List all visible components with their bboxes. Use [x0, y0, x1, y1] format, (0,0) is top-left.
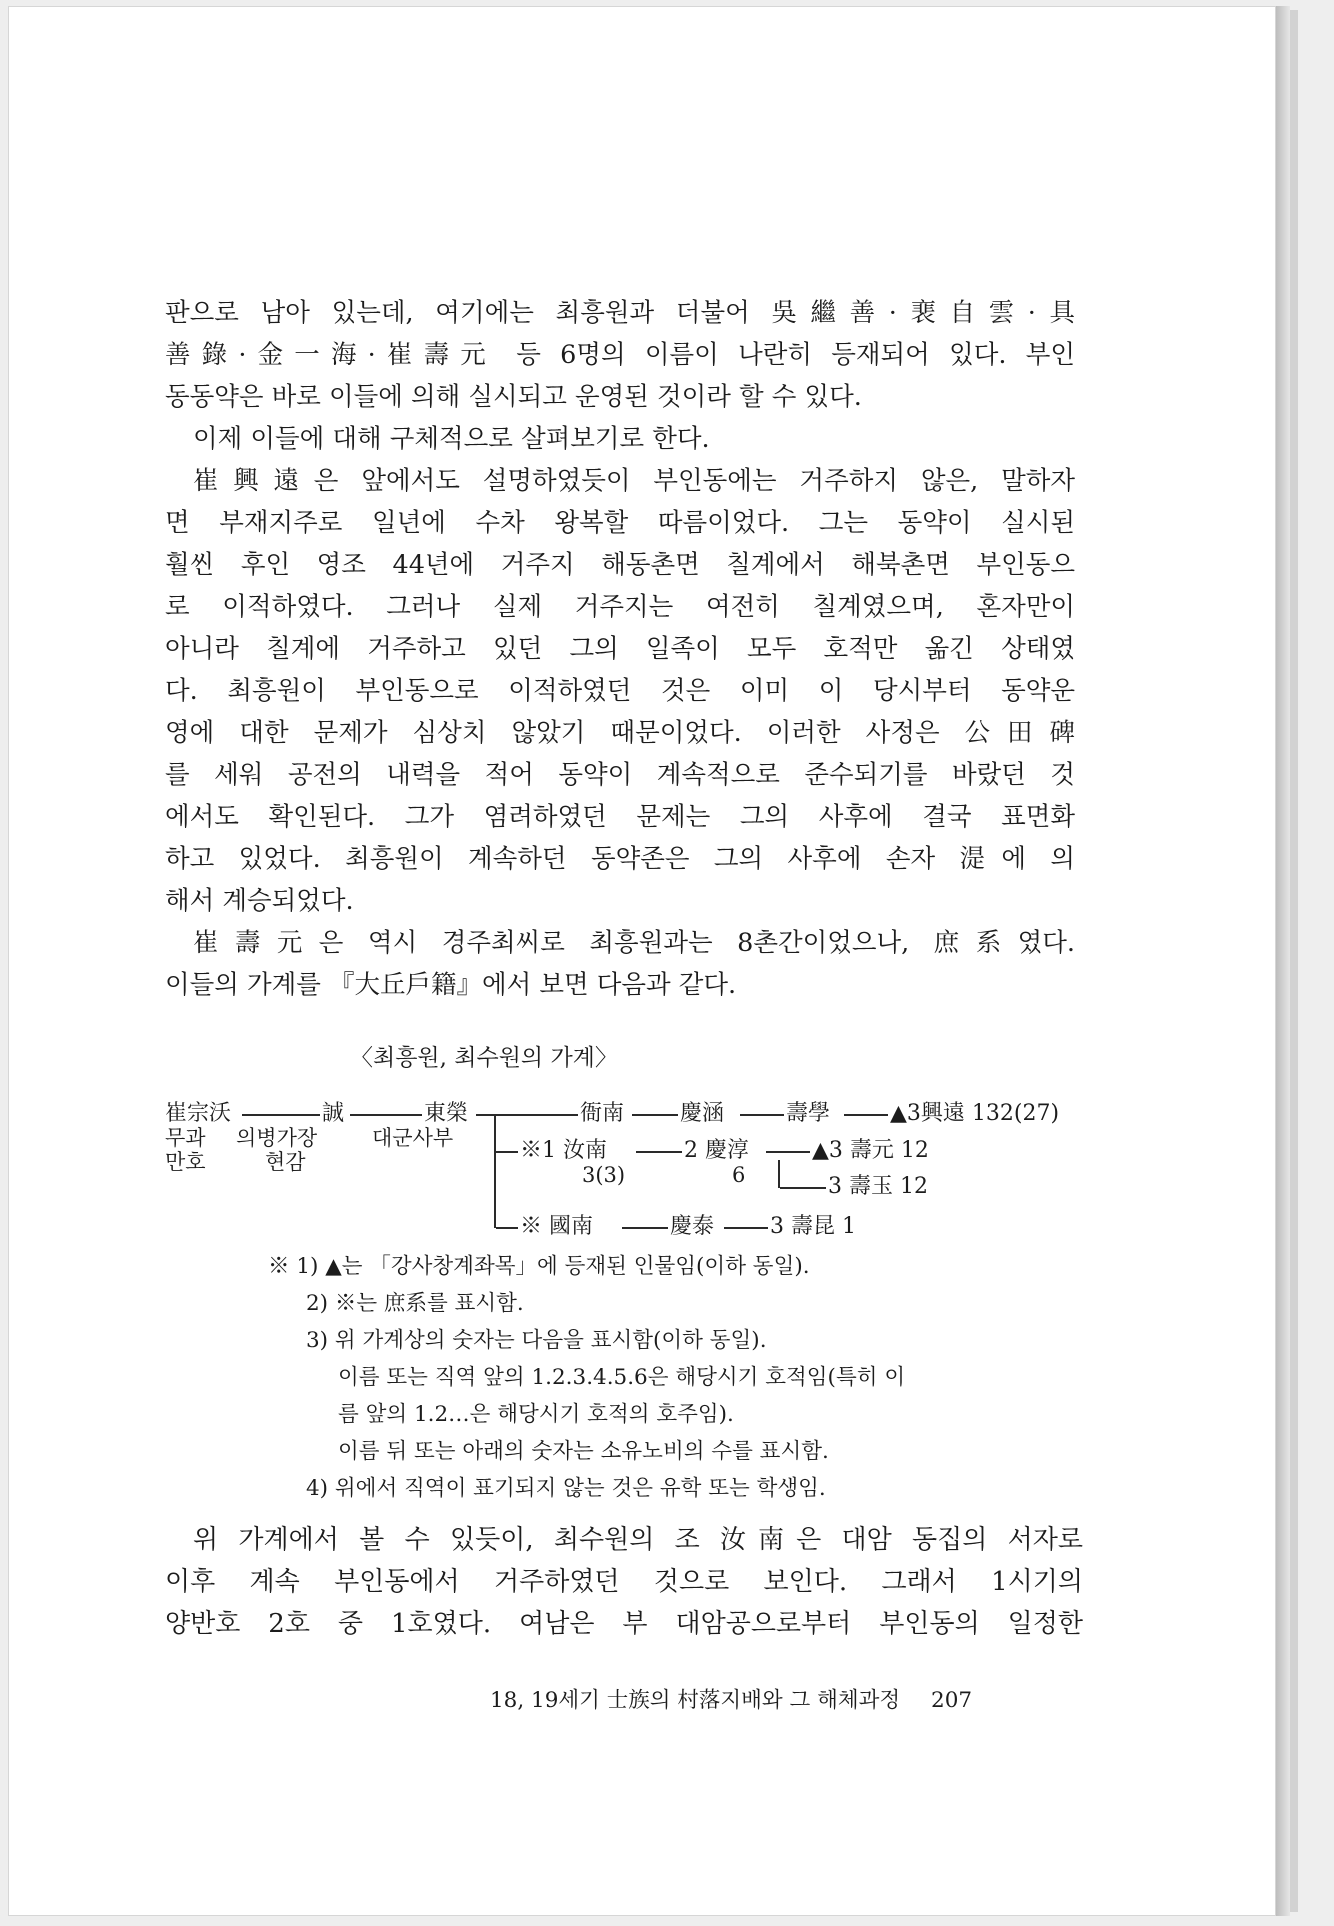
gen6-name: 3 壽昆 1 — [770, 1214, 856, 1239]
text-line: 崔興遠은 앞에서도 설명하였듯이 부인동에는 거주하지 않은, 말하자 — [193, 466, 1075, 496]
gen-link-line — [844, 1114, 888, 1116]
text-line: 동동약은 바로 이들에 의해 실시되고 운영된 것이라 할 수 있다. — [165, 382, 862, 412]
gen-link-line — [496, 1227, 518, 1229]
page-edge-back — [1290, 10, 1298, 1912]
gen-root-name: 崔宗沃 — [165, 1101, 232, 1126]
genealogy-notes — [268, 1248, 1078, 1507]
note-line: ※ 1) ▲는 「강사창계좌목」에 등재된 인물임(이하 동일). — [268, 1254, 810, 1279]
gen2-name: 誠 — [322, 1101, 345, 1126]
gen5-name: 慶涵 — [680, 1101, 725, 1126]
text-line: 善錄·金一海·崔壽元 등 6명의 이름이 나란히 등재되어 있다. 부인 — [165, 340, 1075, 370]
gen-link-line — [766, 1151, 810, 1153]
page-edge-shadow — [1276, 6, 1290, 1916]
body-text-top — [165, 292, 1075, 1006]
gen2-title2: 현감 — [265, 1150, 306, 1174]
body-text-bottom — [165, 1519, 1083, 1645]
gen6-name: 3 壽玉 12 — [828, 1174, 928, 1199]
gen-link-line — [632, 1114, 678, 1116]
gen4-name: ※1 汝南 — [520, 1138, 607, 1163]
text-line: 하고 있었다. 최흥원이 계속하던 동약존은 그의 사후에 손자 湜에 의 — [165, 844, 1075, 874]
text-line: 양반호 2호 중 1호였다. 여남은 부 대암공으로부터 부인동의 일정한 — [165, 1609, 1083, 1639]
text-line: 이제 이들에 대해 구체적으로 살펴보기로 한다. — [193, 424, 710, 454]
text-line: 이들의 가계를 『大丘戶籍』에서 보면 다음과 같다. — [165, 970, 737, 1000]
page-footer — [490, 1683, 1040, 1714]
gen-link-line — [496, 1151, 518, 1153]
gen2-title: 의병가장 — [236, 1126, 318, 1150]
gen5-name: 慶泰 — [670, 1214, 715, 1239]
note-line: 름 앞의 1.2…은 해당시기 호적의 호주임). — [338, 1402, 734, 1427]
text-line: 훨씬 후인 영조 44년에 거주지 해동촌면 칠계에서 해북촌면 부인동으 — [165, 550, 1075, 580]
gen4-nobi-count: 3(3) — [582, 1163, 626, 1187]
gen-branch-line — [778, 1160, 780, 1188]
text-line: 로 이적하였다. 그러나 실제 거주지는 여전히 칠계였으며, 혼자만이 — [165, 592, 1075, 622]
gen3-title: 대군사부 — [372, 1126, 454, 1150]
gen-link-line — [636, 1151, 682, 1153]
gen4-name: 衙南 — [580, 1101, 625, 1126]
gen5-nobi-count: 6 — [732, 1163, 746, 1187]
note-line: 3) 위 가계상의 숫자는 다음을 표시함(이하 동일). — [306, 1328, 767, 1353]
text-line: 崔壽元은 역시 경주최씨로 최흥원과는 8촌간이었으나, 庶系였다. — [193, 928, 1075, 958]
note-line: 이름 뒤 또는 아래의 숫자는 소유노비의 수를 표시함. — [338, 1439, 829, 1464]
text-line: 에서도 확인된다. 그가 염려하였던 문제는 그의 사후에 결국 표면화 — [165, 802, 1075, 832]
gen-root-title2: 만호 — [165, 1150, 206, 1174]
text-line: 해서 계승되었다. — [165, 886, 354, 916]
text-line: 위 가계에서 볼 수 있듯이, 최수원의 조 汝南은 대암 동집의 서자로 — [193, 1525, 1083, 1555]
text-line: 다. 최흥원이 부인동으로 이적하였던 것은 이미 이 당시부터 동약운 — [165, 676, 1075, 706]
text-line: 이후 계속 부인동에서 거주하였던 것으로 보인다. 그래서 1시기의 — [165, 1567, 1083, 1597]
gen5-name: 2 慶淳 — [684, 1138, 749, 1163]
gen3-name: 東榮 — [424, 1101, 469, 1126]
page-number: 207 — [931, 1688, 973, 1713]
gen7-name: ▲3興遠 132(27) — [890, 1101, 1060, 1126]
genealogy-caption: 〈최흥원, 최수원의 가계〉 — [350, 1045, 618, 1071]
note-line: 4) 위에서 직역이 표기되지 않는 것은 유학 또는 학생임. — [306, 1476, 826, 1501]
text-line: 아니라 칠계에 거주하고 있던 그의 일족이 모두 호적만 옮긴 상태였 — [165, 634, 1075, 664]
gen-link-line — [780, 1187, 826, 1189]
gen4-name: ※ 國南 — [520, 1214, 593, 1239]
note-line: 2) ※는 庶系를 표시함. — [306, 1291, 524, 1316]
gen-link-line — [724, 1227, 768, 1229]
gen-link-line — [622, 1227, 668, 1229]
note-line: 이름 또는 직역 앞의 1.2.3.4.5.6은 해당시기 호적임(특히 이 — [338, 1365, 906, 1390]
text-line: 판으로 남아 있는데, 여기에는 최흥원과 더불어 吳繼善·裵自雲·具 — [165, 298, 1075, 328]
gen-root-title: 무과 — [165, 1126, 206, 1150]
text-line: 영에 대한 문제가 심상치 않았기 때문이었다. 이러한 사정은 公田碑 — [165, 718, 1075, 748]
gen6-name: ▲3 壽元 12 — [812, 1138, 929, 1163]
gen-link-line — [740, 1114, 784, 1116]
gen6-name: 壽學 — [786, 1101, 831, 1126]
running-head: 18, 19세기 士族의 村落지배와 그 해체과정 — [490, 1688, 901, 1713]
gen-link-line — [242, 1114, 320, 1116]
gen-branch-line — [494, 1114, 496, 1228]
gen-link-line — [350, 1114, 422, 1116]
text-line: 면 부재지주로 일년에 수차 왕복할 따름이었다. 그는 동약이 실시된 — [165, 508, 1075, 538]
gen-link-line — [476, 1114, 578, 1116]
text-line: 를 세워 공전의 내력을 적어 동약이 계속적으로 준수되기를 바랐던 것 — [165, 760, 1075, 790]
